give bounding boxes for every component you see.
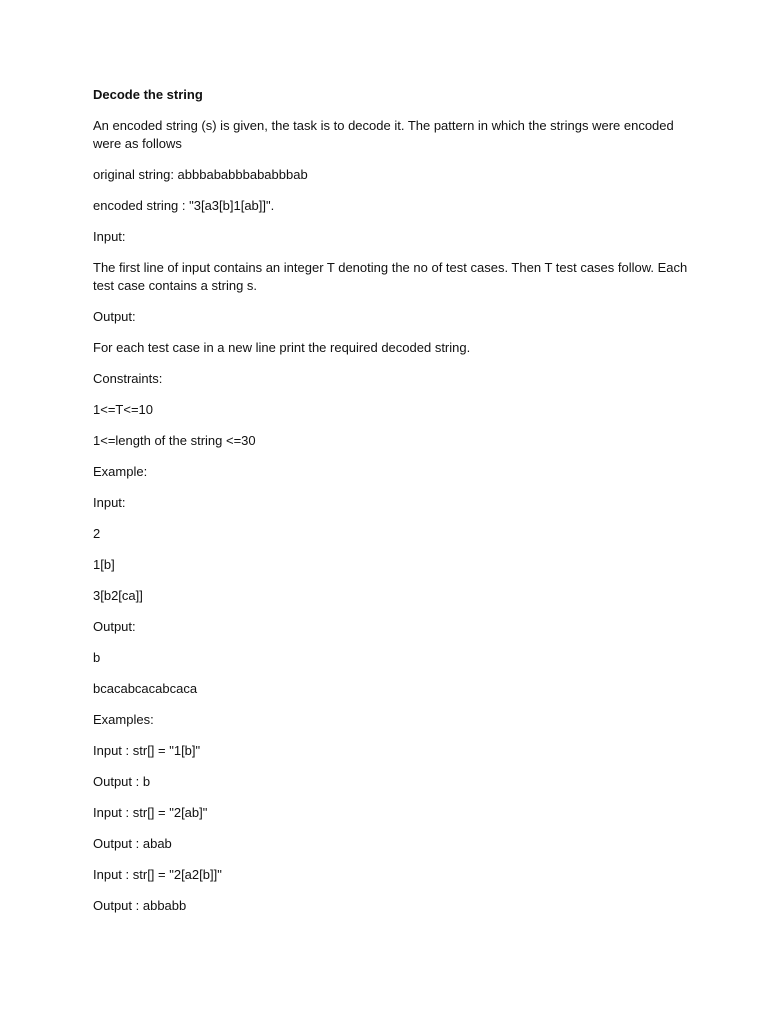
example-input-heading: Input: [93, 495, 126, 510]
examples-output-2: Output : abab [93, 836, 172, 851]
output-heading: Output: [93, 309, 136, 324]
problem-description: An encoded string (s) is given, the task is to decode it. The pattern in which the strings were encoded were as follows [93, 118, 674, 151]
input-description: The first line of input contains an integer T denoting the no of test cases. Then T test cases follow. Each test case contains a string s. [93, 260, 688, 293]
example-heading: Example: [93, 464, 148, 479]
input-heading: Input: [93, 229, 126, 244]
example-input-case-1: 1[b] [93, 557, 115, 572]
document-title: Decode the string [93, 87, 203, 102]
example-output-case-1: b [93, 650, 101, 665]
example-output-case-2: bcacabcacabcaca [93, 681, 198, 696]
examples-output-3: Output : abbabb [93, 898, 187, 913]
output-description: For each test case in a new line print the required decoded string. [93, 340, 471, 355]
constraint-t: 1<=T<=10 [93, 402, 153, 417]
examples-input-2: Input : str[] = "2[ab]" [93, 805, 208, 820]
original-string-line: original string: abbbababbbababbbab [93, 167, 308, 182]
encoded-string-line: encoded string : "3[a3[b]1[ab]]". [93, 198, 275, 213]
examples-heading: Examples: [93, 712, 154, 727]
examples-output-1: Output : b [93, 774, 151, 789]
document-page [93, 86, 693, 928]
example-input-count: 2 [93, 526, 101, 541]
example-output-heading: Output: [93, 619, 136, 634]
example-input-case-2: 3[b2[ca]] [93, 588, 143, 603]
examples-input-3: Input : str[] = "2[a2[b]]" [93, 867, 222, 882]
constraints-heading: Constraints: [93, 371, 163, 386]
constraint-length: 1<=length of the string <=30 [93, 433, 256, 448]
examples-input-1: Input : str[] = "1[b]" [93, 743, 201, 758]
